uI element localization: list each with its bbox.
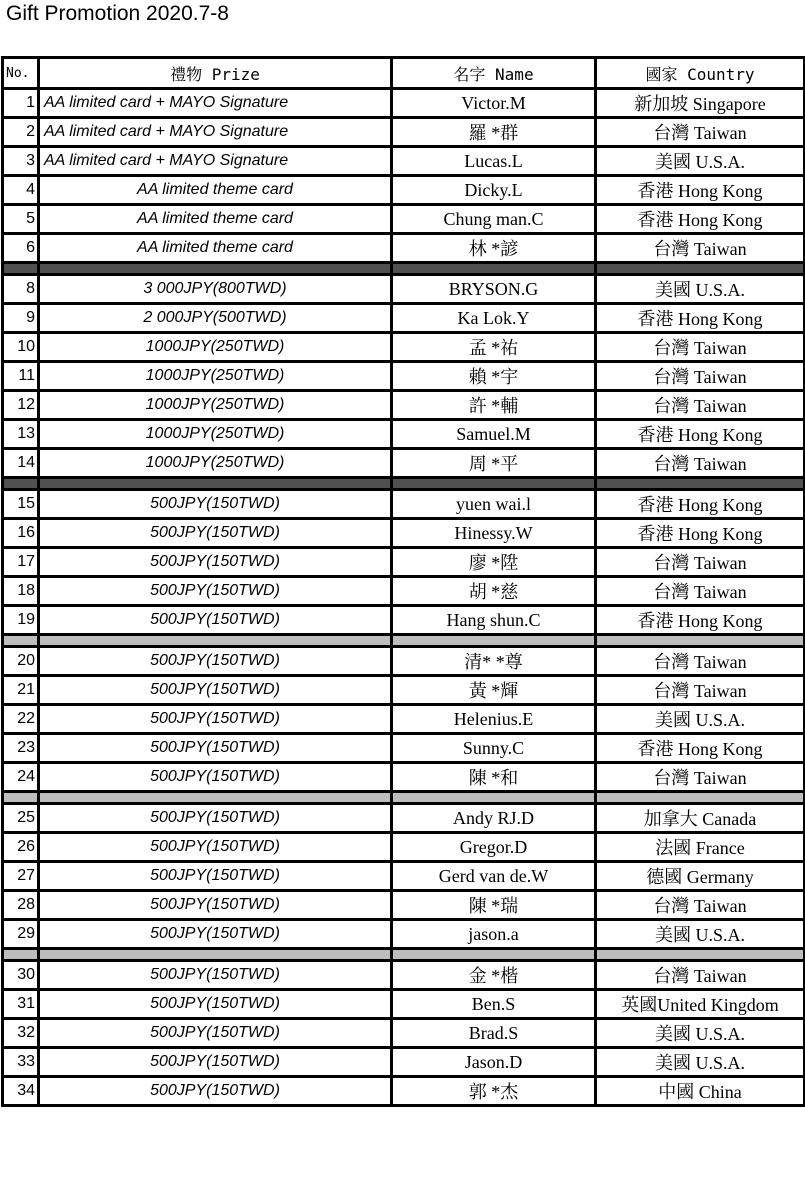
name-cell: Hang shun.C bbox=[392, 606, 596, 635]
separator-cell bbox=[392, 263, 596, 275]
prize-cell: 500JPY(150TWD) bbox=[39, 519, 392, 548]
country-cell: 台灣 Taiwan bbox=[596, 362, 805, 391]
row-number: 14 bbox=[3, 449, 39, 478]
country-cell: 美國 U.S.A. bbox=[596, 920, 805, 949]
table-row bbox=[3, 391, 805, 420]
name-cell: 羅 *群 bbox=[392, 118, 596, 147]
table-row bbox=[3, 176, 805, 205]
country-cell: 美國 U.S.A. bbox=[596, 147, 805, 176]
prize-cell: 500JPY(150TWD) bbox=[39, 804, 392, 833]
name-cell: 清* *尊 bbox=[392, 647, 596, 676]
country-cell: 香港 Hong Kong bbox=[596, 606, 805, 635]
country-cell: 香港 Hong Kong bbox=[596, 304, 805, 333]
header-name: 名字 Name bbox=[392, 58, 596, 89]
table-row bbox=[3, 420, 805, 449]
row-number: 13 bbox=[3, 420, 39, 449]
table-row bbox=[3, 490, 805, 519]
table-row bbox=[3, 990, 805, 1019]
table-row bbox=[3, 333, 805, 362]
separator-cell bbox=[39, 635, 392, 647]
row-number: 26 bbox=[3, 833, 39, 862]
separator-cell bbox=[596, 792, 805, 804]
prize-cell: 500JPY(150TWD) bbox=[39, 705, 392, 734]
separator-cell bbox=[596, 263, 805, 275]
table-row bbox=[3, 647, 805, 676]
table-row bbox=[3, 234, 805, 263]
table-row bbox=[3, 804, 805, 833]
row-number: 11 bbox=[3, 362, 39, 391]
prize-cell: 1000JPY(250TWD) bbox=[39, 449, 392, 478]
prize-cell: 500JPY(150TWD) bbox=[39, 1019, 392, 1048]
header-row bbox=[3, 58, 805, 89]
row-number: 34 bbox=[3, 1077, 39, 1106]
prize-cell: 500JPY(150TWD) bbox=[39, 1077, 392, 1106]
table-row bbox=[3, 1048, 805, 1077]
prize-cell: 500JPY(150TWD) bbox=[39, 490, 392, 519]
country-cell: 台灣 Taiwan bbox=[596, 891, 805, 920]
separator-cell bbox=[596, 478, 805, 490]
table-row bbox=[3, 862, 805, 891]
separator-cell bbox=[392, 635, 596, 647]
row-number: 27 bbox=[3, 862, 39, 891]
row-number: 20 bbox=[3, 647, 39, 676]
country-cell: 美國 U.S.A. bbox=[596, 275, 805, 304]
separator-cell bbox=[39, 792, 392, 804]
country-cell: 香港 Hong Kong bbox=[596, 420, 805, 449]
row-number: 22 bbox=[3, 705, 39, 734]
table-row bbox=[3, 577, 805, 606]
row-number: 19 bbox=[3, 606, 39, 635]
prize-cell: 1000JPY(250TWD) bbox=[39, 420, 392, 449]
name-cell: Victor.M bbox=[392, 89, 596, 118]
table-row bbox=[3, 833, 805, 862]
name-cell: Brad.S bbox=[392, 1019, 596, 1048]
row-number: 21 bbox=[3, 676, 39, 705]
table-row bbox=[3, 275, 805, 304]
country-cell: 台灣 Taiwan bbox=[596, 763, 805, 792]
prize-cell: AA limited theme card bbox=[39, 205, 392, 234]
separator-cell bbox=[392, 792, 596, 804]
country-cell: 美國 U.S.A. bbox=[596, 705, 805, 734]
row-number: 9 bbox=[3, 304, 39, 333]
table-row bbox=[3, 1077, 805, 1106]
prize-cell: 500JPY(150TWD) bbox=[39, 647, 392, 676]
separator-cell bbox=[596, 635, 805, 647]
country-cell: 台灣 Taiwan bbox=[596, 234, 805, 263]
prize-cell: 500JPY(150TWD) bbox=[39, 990, 392, 1019]
row-number: 2 bbox=[3, 118, 39, 147]
name-cell: 賴 *宇 bbox=[392, 362, 596, 391]
page-title: Gift Promotion 2020.7-8 bbox=[6, 2, 229, 25]
prize-cell: 500JPY(150TWD) bbox=[39, 961, 392, 990]
row-number: 31 bbox=[3, 990, 39, 1019]
separator-cell bbox=[596, 949, 805, 961]
header-country: 國家 Country bbox=[596, 58, 805, 89]
table-row bbox=[3, 147, 805, 176]
name-cell: Andy RJ.D bbox=[392, 804, 596, 833]
table-row bbox=[3, 205, 805, 234]
separator-cell bbox=[3, 263, 39, 275]
prize-cell: 3 000JPY(800TWD) bbox=[39, 275, 392, 304]
country-cell: 香港 Hong Kong bbox=[596, 176, 805, 205]
row-number: 3 bbox=[3, 147, 39, 176]
separator-cell bbox=[39, 478, 392, 490]
row-number: 10 bbox=[3, 333, 39, 362]
table-row bbox=[3, 891, 805, 920]
country-cell: 台灣 Taiwan bbox=[596, 647, 805, 676]
name-cell: Gregor.D bbox=[392, 833, 596, 862]
header-no: No. bbox=[3, 58, 39, 89]
name-cell: Hinessy.W bbox=[392, 519, 596, 548]
header-prize: 禮物 Prize bbox=[39, 58, 392, 89]
prize-cell: AA limited card + MAYO Signature bbox=[39, 89, 392, 118]
name-cell: 黃 *輝 bbox=[392, 676, 596, 705]
country-cell: 台灣 Taiwan bbox=[596, 577, 805, 606]
name-cell: 郭 *杰 bbox=[392, 1077, 596, 1106]
table-row bbox=[3, 118, 805, 147]
table-row bbox=[3, 676, 805, 705]
prize-cell: 500JPY(150TWD) bbox=[39, 833, 392, 862]
name-cell: yuen wai.l bbox=[392, 490, 596, 519]
section-separator bbox=[3, 792, 805, 804]
country-cell: 法國 France bbox=[596, 833, 805, 862]
prize-cell: 500JPY(150TWD) bbox=[39, 920, 392, 949]
name-cell: Ben.S bbox=[392, 990, 596, 1019]
row-number: 12 bbox=[3, 391, 39, 420]
country-cell: 中國 China bbox=[596, 1077, 805, 1106]
country-cell: 台灣 Taiwan bbox=[596, 391, 805, 420]
table-row bbox=[3, 961, 805, 990]
row-number: 33 bbox=[3, 1048, 39, 1077]
table-row bbox=[3, 705, 805, 734]
table-row bbox=[3, 89, 805, 118]
name-cell: Helenius.E bbox=[392, 705, 596, 734]
prize-cell: 500JPY(150TWD) bbox=[39, 577, 392, 606]
separator-cell bbox=[3, 949, 39, 961]
prize-cell: 1000JPY(250TWD) bbox=[39, 333, 392, 362]
country-cell: 台灣 Taiwan bbox=[596, 449, 805, 478]
separator-cell bbox=[3, 635, 39, 647]
row-number: 25 bbox=[3, 804, 39, 833]
name-cell: 陳 *和 bbox=[392, 763, 596, 792]
name-cell: 周 *平 bbox=[392, 449, 596, 478]
country-cell: 新加坡 Singapore bbox=[596, 89, 805, 118]
table-row bbox=[3, 362, 805, 391]
prize-cell: 500JPY(150TWD) bbox=[39, 891, 392, 920]
row-number: 1 bbox=[3, 89, 39, 118]
country-cell: 美國 U.S.A. bbox=[596, 1019, 805, 1048]
name-cell: Chung man.C bbox=[392, 205, 596, 234]
table-row bbox=[3, 606, 805, 635]
prize-cell: AA limited theme card bbox=[39, 176, 392, 205]
prize-cell: AA limited card + MAYO Signature bbox=[39, 118, 392, 147]
name-cell: Lucas.L bbox=[392, 147, 596, 176]
prize-cell: 500JPY(150TWD) bbox=[39, 862, 392, 891]
table-row bbox=[3, 548, 805, 577]
section-separator bbox=[3, 635, 805, 647]
separator-cell bbox=[3, 478, 39, 490]
table-row bbox=[3, 304, 805, 333]
prize-cell: 500JPY(150TWD) bbox=[39, 548, 392, 577]
name-cell: 林 *諺 bbox=[392, 234, 596, 263]
row-number: 30 bbox=[3, 961, 39, 990]
row-number: 17 bbox=[3, 548, 39, 577]
row-number: 16 bbox=[3, 519, 39, 548]
table-row bbox=[3, 449, 805, 478]
table-row bbox=[3, 519, 805, 548]
country-cell: 台灣 Taiwan bbox=[596, 333, 805, 362]
section-separator bbox=[3, 478, 805, 490]
table-row bbox=[3, 763, 805, 792]
row-number: 15 bbox=[3, 490, 39, 519]
row-number: 28 bbox=[3, 891, 39, 920]
separator-cell bbox=[39, 263, 392, 275]
name-cell: jason.a bbox=[392, 920, 596, 949]
prize-cell: 1000JPY(250TWD) bbox=[39, 391, 392, 420]
prize-cell: AA limited theme card bbox=[39, 234, 392, 263]
country-cell: 台灣 Taiwan bbox=[596, 961, 805, 990]
row-number: 32 bbox=[3, 1019, 39, 1048]
section-separator bbox=[3, 263, 805, 275]
name-cell: 廖 *陞 bbox=[392, 548, 596, 577]
prize-cell: 500JPY(150TWD) bbox=[39, 676, 392, 705]
name-cell: Samuel.M bbox=[392, 420, 596, 449]
country-cell: 香港 Hong Kong bbox=[596, 490, 805, 519]
separator-cell bbox=[392, 949, 596, 961]
prize-cell: AA limited card + MAYO Signature bbox=[39, 147, 392, 176]
prize-cell: 500JPY(150TWD) bbox=[39, 734, 392, 763]
name-cell: Gerd van de.W bbox=[392, 862, 596, 891]
name-cell: 金 *楷 bbox=[392, 961, 596, 990]
country-cell: 德國 Germany bbox=[596, 862, 805, 891]
row-number: 6 bbox=[3, 234, 39, 263]
name-cell: 許 *輔 bbox=[392, 391, 596, 420]
country-cell: 香港 Hong Kong bbox=[596, 205, 805, 234]
separator-cell bbox=[3, 792, 39, 804]
name-cell: Jason.D bbox=[392, 1048, 596, 1077]
name-cell: 胡 *慈 bbox=[392, 577, 596, 606]
row-number: 8 bbox=[3, 275, 39, 304]
name-cell: 陳 *瑞 bbox=[392, 891, 596, 920]
country-cell: 台灣 Taiwan bbox=[596, 676, 805, 705]
country-cell: 香港 Hong Kong bbox=[596, 734, 805, 763]
row-number: 18 bbox=[3, 577, 39, 606]
country-cell: 台灣 Taiwan bbox=[596, 548, 805, 577]
row-number: 5 bbox=[3, 205, 39, 234]
country-cell: 加拿大 Canada bbox=[596, 804, 805, 833]
table-row bbox=[3, 734, 805, 763]
name-cell: Sunny.C bbox=[392, 734, 596, 763]
name-cell: BRYSON.G bbox=[392, 275, 596, 304]
country-cell: 美國 U.S.A. bbox=[596, 1048, 805, 1077]
table-row bbox=[3, 1019, 805, 1048]
table-row bbox=[3, 920, 805, 949]
prize-cell: 2 000JPY(500TWD) bbox=[39, 304, 392, 333]
prize-cell: 500JPY(150TWD) bbox=[39, 606, 392, 635]
gift-table bbox=[1, 56, 805, 1107]
row-number: 24 bbox=[3, 763, 39, 792]
prize-cell: 500JPY(150TWD) bbox=[39, 763, 392, 792]
name-cell: 孟 *祐 bbox=[392, 333, 596, 362]
row-number: 4 bbox=[3, 176, 39, 205]
country-cell: 香港 Hong Kong bbox=[596, 519, 805, 548]
prize-cell: 500JPY(150TWD) bbox=[39, 1048, 392, 1077]
separator-cell bbox=[392, 478, 596, 490]
country-cell: 台灣 Taiwan bbox=[596, 118, 805, 147]
name-cell: Dicky.L bbox=[392, 176, 596, 205]
section-separator bbox=[3, 949, 805, 961]
name-cell: Ka Lok.Y bbox=[392, 304, 596, 333]
prize-cell: 1000JPY(250TWD) bbox=[39, 362, 392, 391]
country-cell: 英國United Kingdom bbox=[596, 990, 805, 1019]
separator-cell bbox=[39, 949, 392, 961]
row-number: 29 bbox=[3, 920, 39, 949]
row-number: 23 bbox=[3, 734, 39, 763]
